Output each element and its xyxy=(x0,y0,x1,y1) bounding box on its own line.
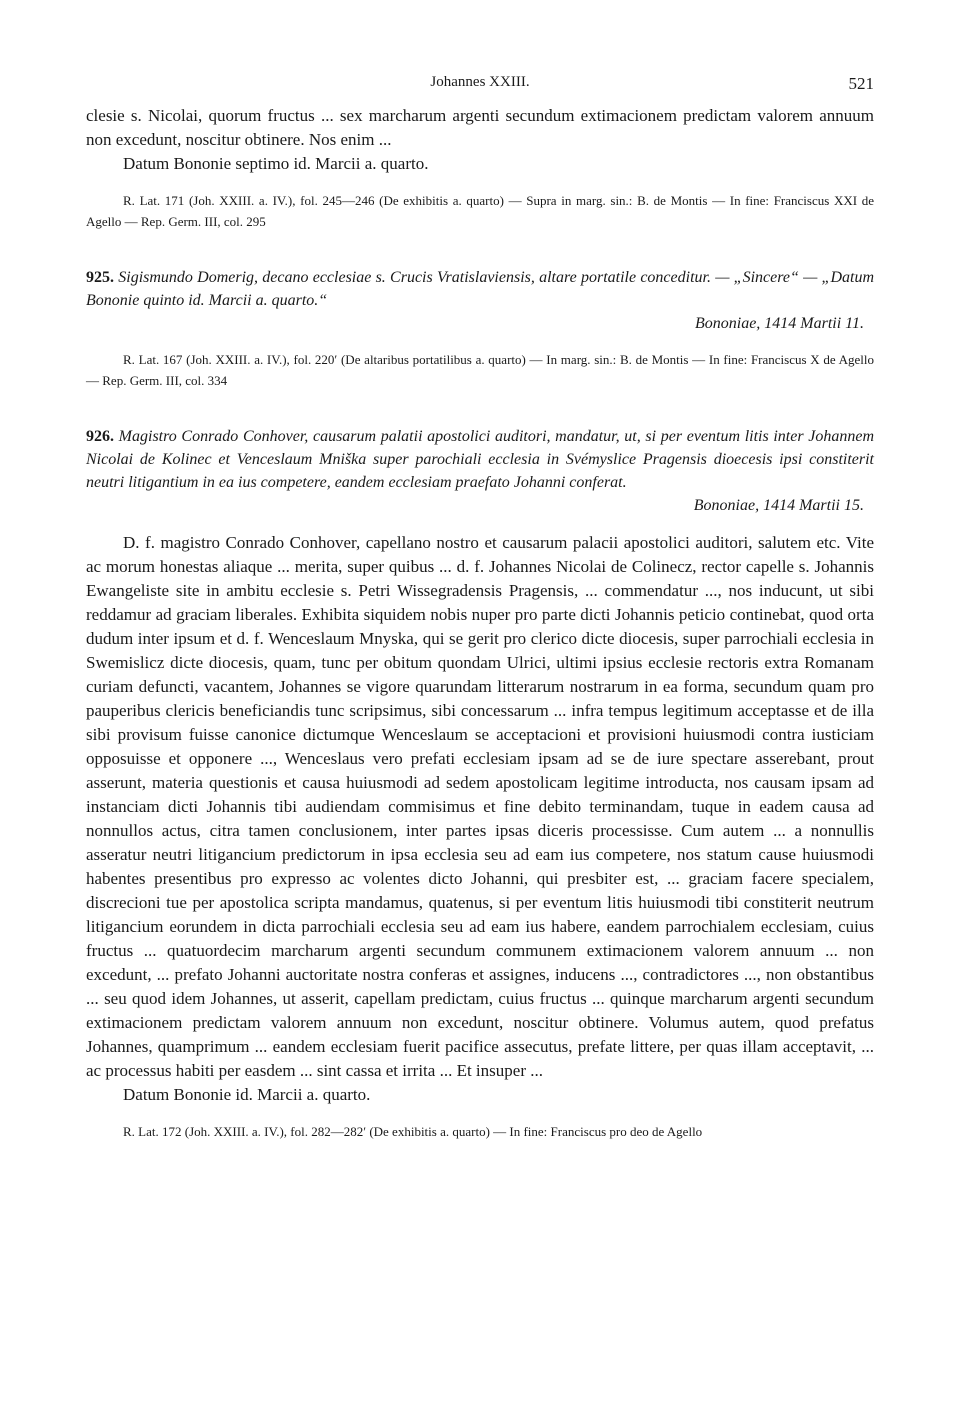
page-number: 521 xyxy=(848,74,874,93)
entry-925-regest xyxy=(86,266,874,312)
entry-925 xyxy=(86,266,874,391)
entry-926 xyxy=(86,425,874,1142)
entry-926-body: D. f. magistro Conrado Conhover, capellano nostro et causarum palacii apostolici auditori, salutem etc. Vite ac morum honestas aliaque ... merita, super quibus ... d. f. Johannes Nicolai de Colinecz, rector capelle s. Johannis Ewangeliste site in ambitu ecclesie s. Petri Wissegradensis Pragensis, ... commendatur ..., nos inducunt, ut sibi reddamur ad graciam liberales. Exhibita siquidem nobis nuper pro parte dicti Johannis peticio continebat, quod orta dudum inter ipsum et d. f. Wenceslaum Mnyska, qui se gerit pro clerico dicte diocesis, super parrochiali ecclesia in Swemislicz dicte diocesis, quam, tunc per obitum quondam Ulrici, ultimi ipsius ecclesie rectoris extra Romanam curiam defuncti, vacantem, Johannes se vigore quarundam litterarum nostrarum in ea forma, secundum quam pro pauperibus clericis beneficiandis tunc scripsimus, sibi concessarum ... infra tempus legitimum acceptasse et de illa sibi provisum fuisse canonice dictumque Wenceslaum se acceptacioni et provisioni huiusmodi contra iusticiam opposuisse et opponere ..., Wenceslaus vero prefati ecclesiam ipsam ad se de iure spectare asserebant, prout asserunt, materia questionis et causa huiusmodi ad sedem apostolicam legitime introducta, nos causam ipsam ad instanciam dicti Johannis tibi audiendam commisimus et fine debito terminandam, tuque in eadem causa ad nonnullos actus, citra tamen conclusionem, inter partes ipsas diceris processisse. Cum autem ... a nonnullis asseratur neutri litigancium predictorum in ipsa ecclesia seu ad eam ius competere, nos statum cause huiusmodi habentes presentibus pro expresso ac volentes dicto Johanni, qui presbiter est, ... graciam facere specialem, discrecioni tue per apostolica scripta mandamus, quatenus, si per eventum litis huiusmodi tibi constiterit neutrum litigancium eorundem in dicta parrochiali ecclesia seu ad eam ius habere, eandem parrochialem ecclesiam, cuius fructus ... quatuordecim marcharum argenti secundum communem extimacionem valorem annuum ... non excedunt, ... prefato Johanni auctoritate nostra conferas et assignes, inducens ..., contradictores ..., non obstantibus ... seu quod idem Johannes, ut asserit, capellam predictam, cuius fructus ... quinque marcharum argenti secundum extimacionem predictam valorem annuum non excedunt, noscitur obtinere. Volumus autem, quod prefatus Johannes, quamprimum ... eandem ecclesiam fuerit pacifice assecutus, prefate littere, per quas illam acceptavit, ... ac processus habiti per easdem ... sint cassa et irrita ... Et insuper ... xyxy=(86,533,874,1080)
entry-926-place-date: Bononiae, 1414 Martii 15. xyxy=(693,497,864,514)
entry-925-source-note: R. Lat. 167 (Joh. XXIII. a. IV.), fol. 220′ (De altaribus portatilibus a. quarto) — In marg. sin.: B. de Montis — In fine: Franciscus X de Agello — Rep. Germ. III, col. 334 xyxy=(86,352,874,388)
running-head xyxy=(86,74,874,104)
intro-datum: Datum Bononie septimo id. Marcii a. quarto. xyxy=(123,154,429,173)
entry-926-number: 926. xyxy=(86,428,114,445)
entry-925-number: 925. xyxy=(86,269,114,286)
entry-926-source-note: R. Lat. 172 (Joh. XXIII. a. IV.), fol. 282—282′ (De exhibitis a. quarto) — In fine: Franciscus pro deo de Agello xyxy=(123,1124,703,1139)
document-page xyxy=(86,74,874,1142)
intro-source-note: R. Lat. 171 (Joh. XXIII. a. IV.), fol. 245—246 (De exhibitis a. quarto) — Supra in marg. sin.: B. de Montis — In fine: Franciscus XXI de Agello — Rep. Germ. III, col. 295 xyxy=(86,193,874,229)
entry-926-regest xyxy=(86,425,874,494)
entry-926-datum: Datum Bononie id. Marcii a. quarto. xyxy=(123,1085,371,1104)
intro-text: clesie s. Nicolai, quorum fructus ... sex marcharum argenti secundum extimacionem predictam valorem annuum non excedunt, noscitur obtinere. Nos enim ... xyxy=(86,106,874,149)
entry-925-summary: Sigismundo Domerig, decano ecclesiae s. Crucis Vratislaviensis, altare portatile conceditur. — „Sincere“ — „Datum Bononie quinto id. Marcii a. quarto.“ xyxy=(86,269,875,309)
entry-926-summary: Magistro Conrado Conhover, causarum palatii apostolici auditori, mandatur, ut, si per eventum litis inter Johannem Nicolai de Kolinec et Venceslaum Mniška super parochiali ecclesia in Svémyslice Pragensis dioecesis ipsi constiterit neutri litigantium in ea ius competere, eandem ecclesiam praefato Johanni conferat. xyxy=(86,428,875,491)
entry-925-place-date: Bononiae, 1414 Martii 11. xyxy=(694,315,864,332)
running-head-title: Johannes XXIII. xyxy=(430,74,530,90)
